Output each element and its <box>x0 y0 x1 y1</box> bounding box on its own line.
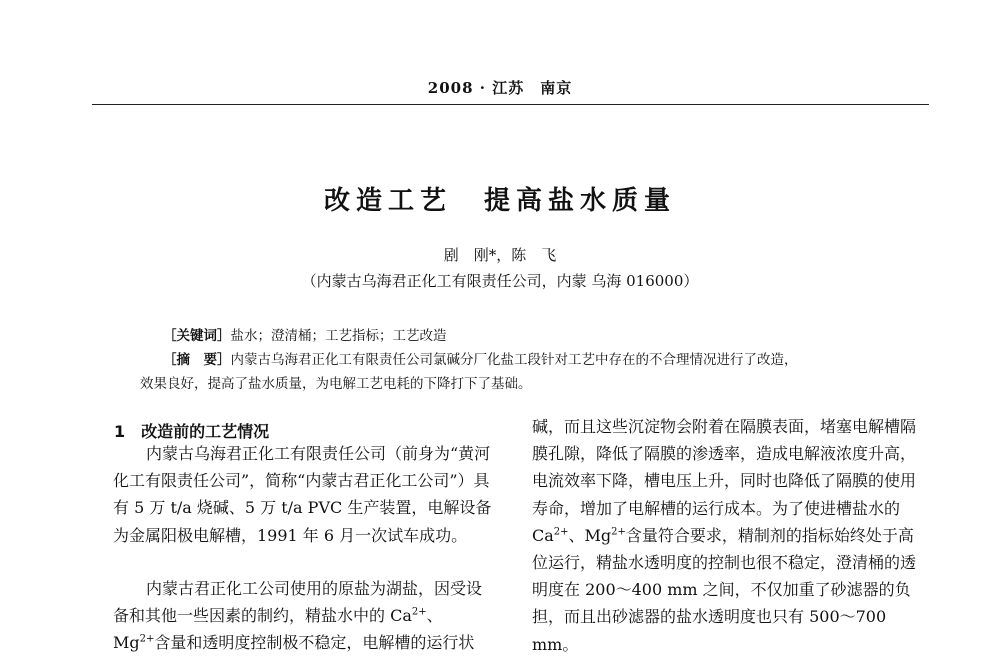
paragraph-1-text: 内蒙古乌海君正化工有限责任公司（前身为“黄河化工有限责任公司”，简称“内蒙古君正化工公司”）具有 5 万 t/a 烧碱、5 万 t/a PVC 生产装置，电解设备为金属阳极电解槽，1991 年 6 月一次试车成功。 <box>113 444 492 545</box>
article-title: 改造工艺 提高盐水质量 <box>323 186 676 216</box>
paragraph-2-text-a: 内蒙古君正化工公司使用的原盐为湖盐，因受设备和其他一些因素的制约，精盐水中的 Ca <box>113 579 483 626</box>
paragraph-3-text-a: 碱，而且这些沉淀物会附着在隔膜表面，堵塞电解槽隔膜孔隙，降低了隔膜的渗透率，造成电解液浓度升高，电流效率下降，槽电压上升，同时也降低了隔膜的使用寿命，增加了电解槽的运行成本。为了使进槽盐水的 Ca <box>532 417 917 545</box>
authors: 剧 刚*，陈 飞 <box>443 246 557 264</box>
paragraph-1 <box>113 440 497 549</box>
abstract-line-2: 效果良好，提高了盐水质量，为电解工艺电耗的下降打下了基础。 <box>140 376 532 392</box>
paragraph-2-text-b: 、Mg <box>113 606 443 653</box>
ca-charge: 2+ <box>411 606 427 618</box>
ca-charge-2: 2+ <box>553 526 569 538</box>
header-rule <box>92 104 929 105</box>
running-header: 2008 · 江苏 南京 <box>427 79 573 97</box>
mg-charge-2: 2+ <box>611 526 626 538</box>
paragraph-3 <box>532 413 928 658</box>
abstract-label: ［摘 要］ <box>163 352 231 368</box>
paragraph-3-text-c: 含量符合要求，精制剂的指标始终处于高位运行，精盐水透明度的控制也很不稳定，澄清桶的透明度在 200～400 mm 之间，不仅加重了砂滤器的负担，而且出砂滤器的盐水透明度也只有 500～700 mm。 <box>532 525 917 654</box>
abstract-line-1 <box>163 348 798 368</box>
keywords-line <box>163 324 447 344</box>
section-heading: 1 改造前的工艺情况 <box>114 422 270 441</box>
keywords-text: 盐水；澄清桶；工艺指标；工艺改造 <box>230 328 447 344</box>
affiliation: （内蒙古乌海君正化工有限责任公司，内蒙 乌海 016000） <box>301 272 699 290</box>
mg-charge: 2+ <box>139 634 155 646</box>
paragraph-2-text-c: 含量和透明度控制极不稳定，电解槽的运行状 <box>154 633 475 653</box>
abstract-text-1: 内蒙古乌海君正化工有限责任公司氯碱分厂化盐工段针对工艺中存在的不合理情况进行了改造， <box>230 352 798 368</box>
paragraph-2 <box>113 575 497 657</box>
keywords-label: ［关键词］ <box>163 328 231 344</box>
paragraph-3-text-b: 、Mg <box>568 525 612 545</box>
